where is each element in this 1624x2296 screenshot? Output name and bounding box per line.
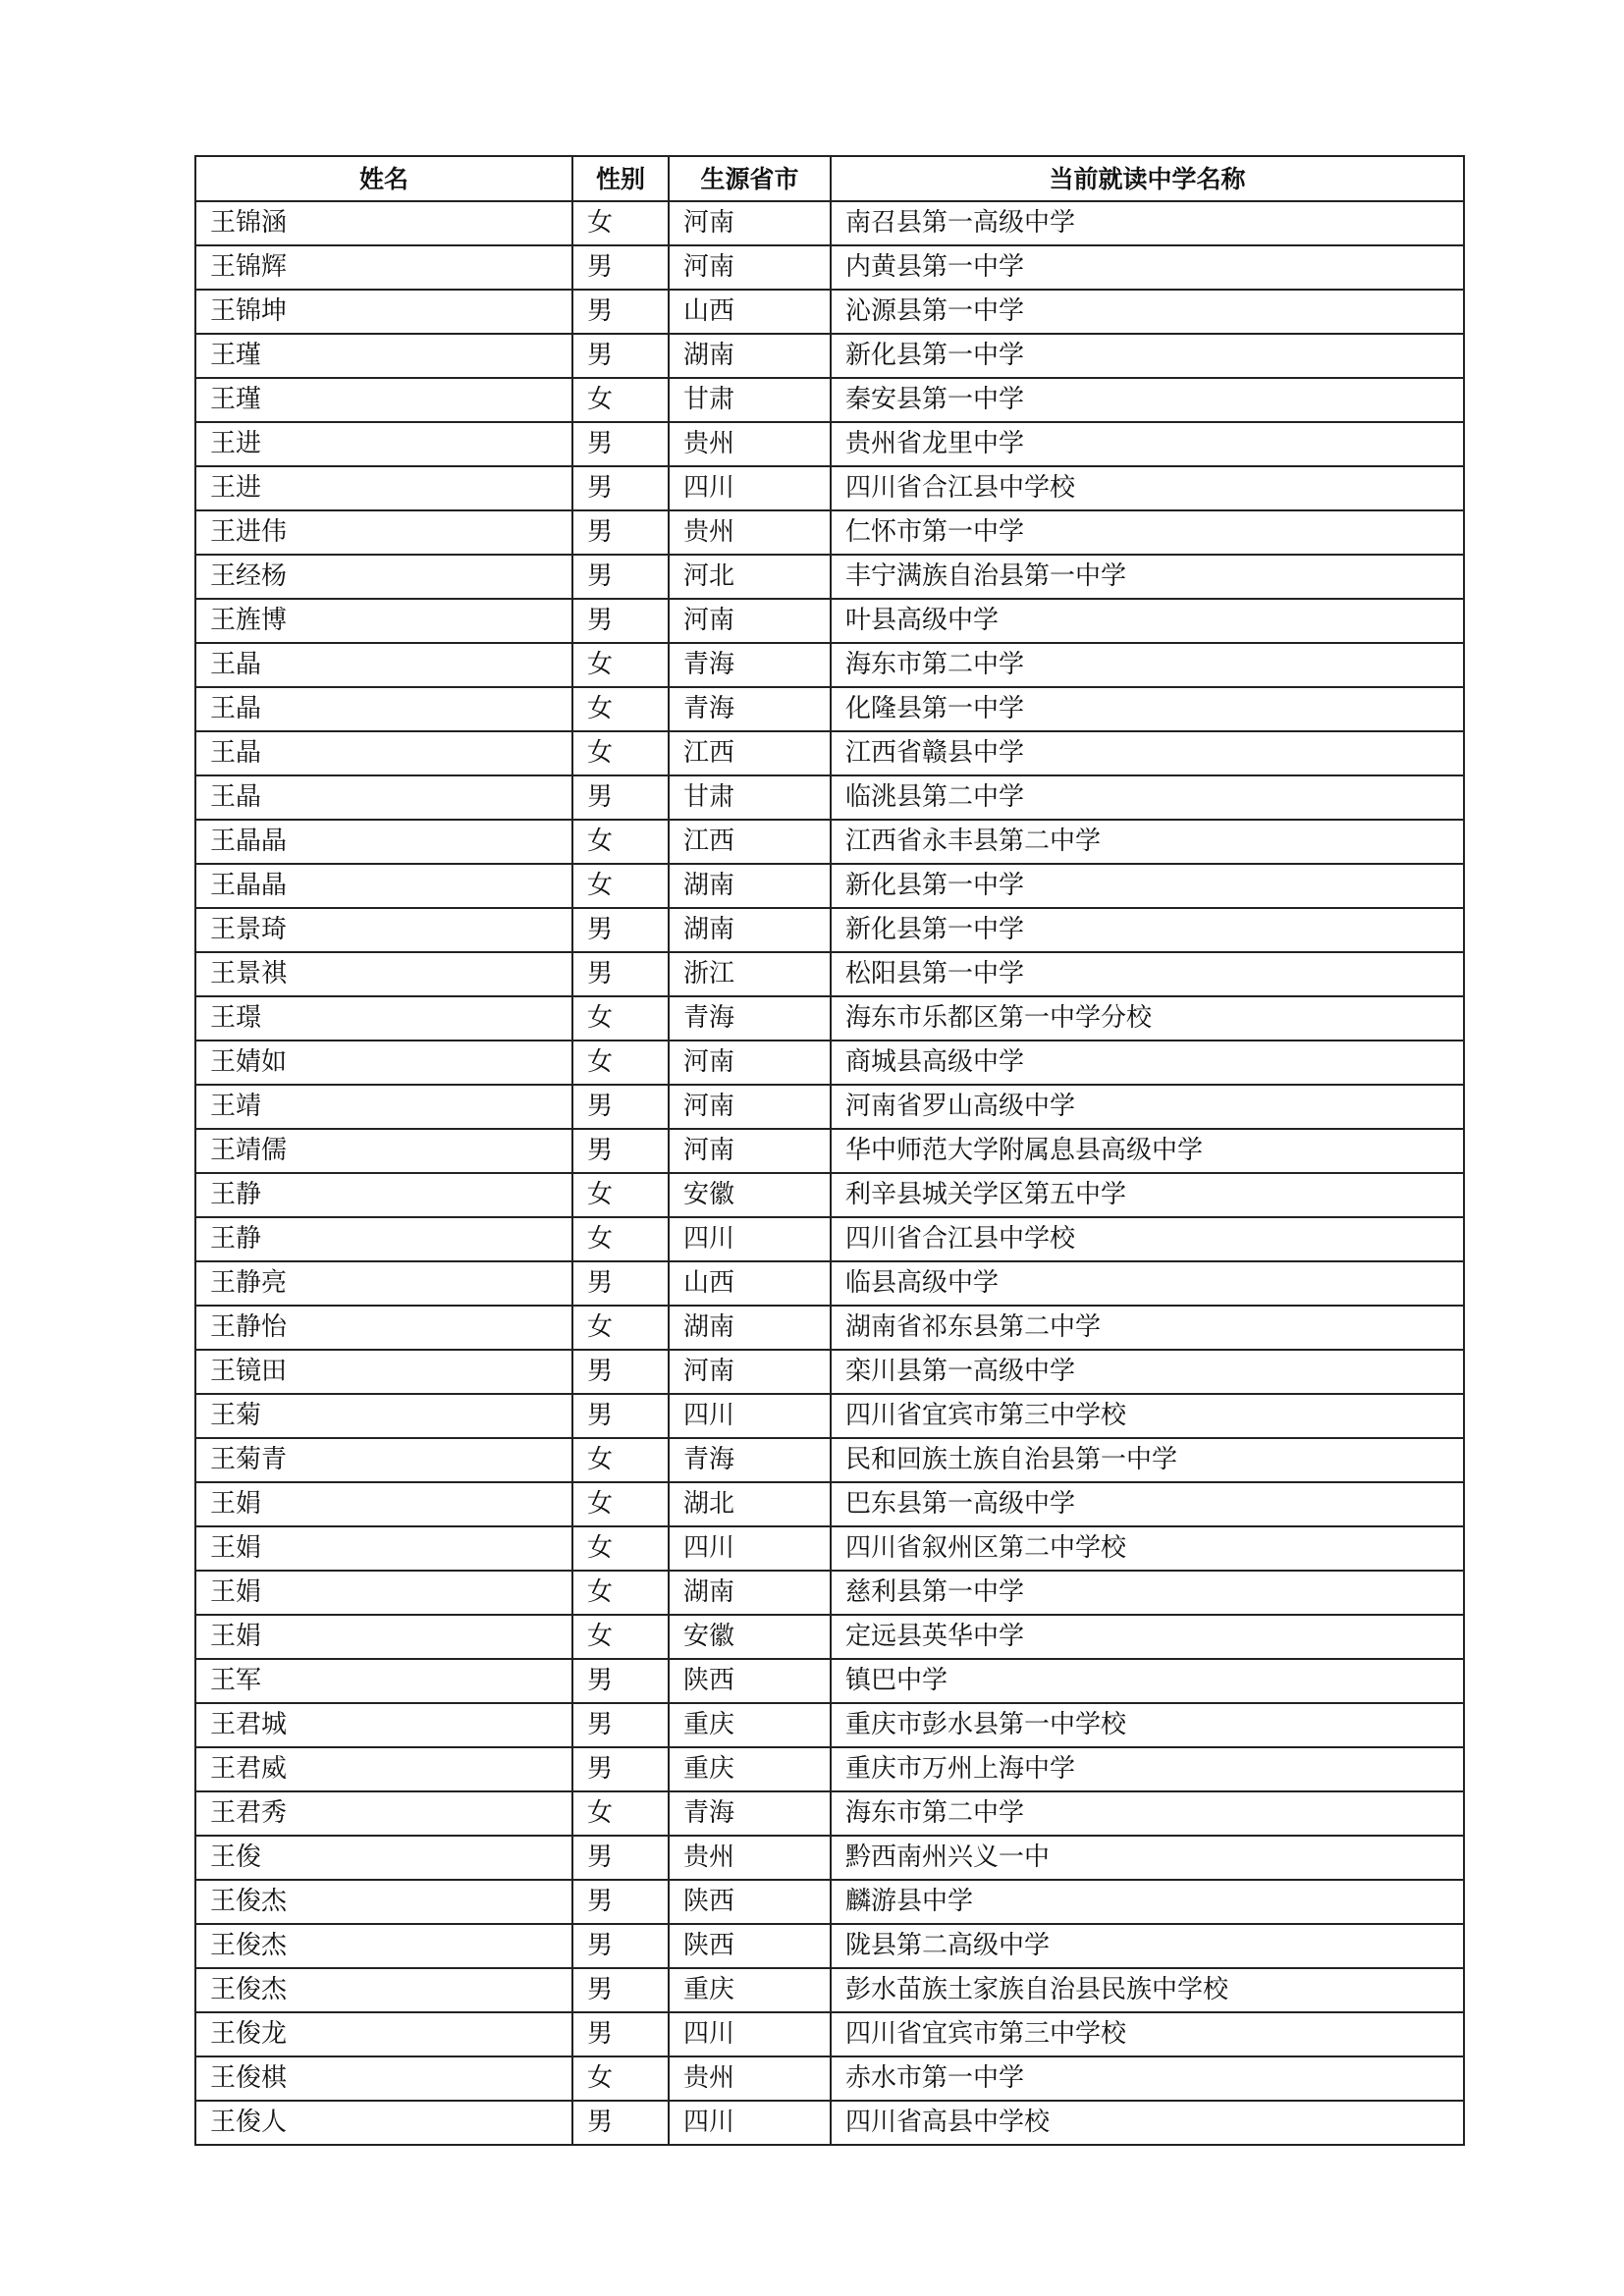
cell-school: 巴东县第一高级中学 [831, 1482, 1464, 1526]
table-row [195, 466, 1464, 510]
table-row [195, 290, 1464, 334]
cell-school: 四川省宜宾市第三中学校 [831, 1394, 1464, 1438]
table-row [195, 952, 1464, 996]
table-row [195, 1880, 1464, 1924]
table-row [195, 378, 1464, 422]
cell-name: 王晶 [195, 775, 572, 820]
cell-gender: 男 [572, 1394, 669, 1438]
table-row [195, 1217, 1464, 1261]
cell-gender: 男 [572, 555, 669, 599]
cell-school: 叶县高级中学 [831, 599, 1464, 643]
cell-province: 安徽 [669, 1615, 831, 1659]
cell-gender: 男 [572, 1924, 669, 1968]
header-gender: 性别 [572, 156, 669, 201]
cell-gender: 男 [572, 466, 669, 510]
cell-school: 新化县第一中学 [831, 334, 1464, 378]
cell-gender: 女 [572, 2056, 669, 2101]
cell-school: 仁怀市第一中学 [831, 510, 1464, 555]
cell-school: 临洮县第二中学 [831, 775, 1464, 820]
cell-province: 浙江 [669, 952, 831, 996]
cell-gender: 女 [572, 643, 669, 687]
table-row [195, 996, 1464, 1041]
table-row [195, 1615, 1464, 1659]
cell-name: 王靖儒 [195, 1129, 572, 1173]
table-row [195, 334, 1464, 378]
cell-gender: 女 [572, 687, 669, 731]
cell-school: 麟游县中学 [831, 1880, 1464, 1924]
cell-school: 贵州省龙里中学 [831, 422, 1464, 466]
cell-name: 王镜田 [195, 1350, 572, 1394]
cell-name: 王娟 [195, 1526, 572, 1571]
cell-gender: 男 [572, 245, 669, 290]
table-row [195, 775, 1464, 820]
table-row [195, 1041, 1464, 1085]
table-row [195, 864, 1464, 908]
cell-school: 栾川县第一高级中学 [831, 1350, 1464, 1394]
cell-school: 临县高级中学 [831, 1261, 1464, 1306]
table-row [195, 2012, 1464, 2056]
table-row [195, 1526, 1464, 1571]
cell-gender: 男 [572, 422, 669, 466]
cell-school: 海东市第二中学 [831, 1791, 1464, 1836]
cell-province: 湖南 [669, 908, 831, 952]
cell-name: 王旌博 [195, 599, 572, 643]
cell-name: 王晶晶 [195, 820, 572, 864]
cell-school: 镇巴中学 [831, 1659, 1464, 1703]
cell-province: 重庆 [669, 1747, 831, 1791]
table-row [195, 422, 1464, 466]
cell-gender: 男 [572, 510, 669, 555]
table-row [195, 1350, 1464, 1394]
table-row [195, 245, 1464, 290]
table-row [195, 1659, 1464, 1703]
cell-province: 河北 [669, 555, 831, 599]
cell-school: 四川省叙州区第二中学校 [831, 1526, 1464, 1571]
cell-province: 陕西 [669, 1659, 831, 1703]
cell-name: 王静 [195, 1217, 572, 1261]
table-row [195, 1085, 1464, 1129]
cell-name: 王娟 [195, 1571, 572, 1615]
table-row [195, 1791, 1464, 1836]
cell-school: 新化县第一中学 [831, 908, 1464, 952]
cell-province: 青海 [669, 1438, 831, 1482]
cell-name: 王锦辉 [195, 245, 572, 290]
table-row [195, 510, 1464, 555]
table-row [195, 820, 1464, 864]
cell-school: 彭水苗族土家族自治县民族中学校 [831, 1968, 1464, 2012]
table-row [195, 1394, 1464, 1438]
cell-school: 赤水市第一中学 [831, 2056, 1464, 2101]
cell-gender: 男 [572, 952, 669, 996]
cell-school: 四川省高县中学校 [831, 2101, 1464, 2145]
cell-name: 王景琦 [195, 908, 572, 952]
cell-name: 王瑾 [195, 378, 572, 422]
cell-name: 王静亮 [195, 1261, 572, 1306]
cell-gender: 女 [572, 1791, 669, 1836]
cell-school: 四川省合江县中学校 [831, 1217, 1464, 1261]
cell-name: 王进伟 [195, 510, 572, 555]
cell-gender: 男 [572, 1659, 669, 1703]
cell-name: 王菊青 [195, 1438, 572, 1482]
header-province: 生源省市 [669, 156, 831, 201]
cell-province: 湖北 [669, 1482, 831, 1526]
cell-name: 王君威 [195, 1747, 572, 1791]
cell-name: 王俊杰 [195, 1968, 572, 2012]
cell-school: 慈利县第一中学 [831, 1571, 1464, 1615]
student-table [194, 155, 1465, 2146]
header-school: 当前就读中学名称 [831, 156, 1464, 201]
cell-gender: 男 [572, 1129, 669, 1173]
cell-province: 安徽 [669, 1173, 831, 1217]
cell-gender: 男 [572, 1968, 669, 2012]
cell-gender: 男 [572, 1703, 669, 1747]
cell-name: 王晶晶 [195, 864, 572, 908]
cell-province: 陕西 [669, 1924, 831, 1968]
table-row [195, 1747, 1464, 1791]
cell-name: 王俊杰 [195, 1924, 572, 1968]
cell-gender: 女 [572, 1526, 669, 1571]
cell-name: 王俊人 [195, 2101, 572, 2145]
cell-school: 四川省合江县中学校 [831, 466, 1464, 510]
cell-name: 王晶 [195, 731, 572, 775]
table-row [195, 687, 1464, 731]
cell-name: 王婧如 [195, 1041, 572, 1085]
cell-province: 河南 [669, 599, 831, 643]
cell-province: 青海 [669, 643, 831, 687]
cell-name: 王进 [195, 466, 572, 510]
table-row [195, 1571, 1464, 1615]
cell-name: 王静怡 [195, 1306, 572, 1350]
cell-gender: 女 [572, 996, 669, 1041]
table-row [195, 1482, 1464, 1526]
cell-gender: 女 [572, 1571, 669, 1615]
cell-province: 贵州 [669, 1836, 831, 1880]
cell-province: 河南 [669, 1041, 831, 1085]
cell-gender: 男 [572, 1085, 669, 1129]
cell-province: 河南 [669, 245, 831, 290]
cell-gender: 女 [572, 378, 669, 422]
cell-name: 王瑾 [195, 334, 572, 378]
cell-name: 王靖 [195, 1085, 572, 1129]
cell-province: 四川 [669, 466, 831, 510]
cell-school: 新化县第一中学 [831, 864, 1464, 908]
cell-province: 河南 [669, 1350, 831, 1394]
cell-gender: 男 [572, 290, 669, 334]
cell-province: 河南 [669, 1129, 831, 1173]
table-row [195, 1968, 1464, 2012]
cell-province: 重庆 [669, 1968, 831, 2012]
table-row [195, 643, 1464, 687]
table-row [195, 1129, 1464, 1173]
cell-province: 四川 [669, 1394, 831, 1438]
cell-name: 王俊棋 [195, 2056, 572, 2101]
cell-gender: 男 [572, 2012, 669, 2056]
cell-province: 四川 [669, 2012, 831, 2056]
table-row [195, 1836, 1464, 1880]
cell-school: 化隆县第一中学 [831, 687, 1464, 731]
cell-school: 江西省赣县中学 [831, 731, 1464, 775]
cell-school: 四川省宜宾市第三中学校 [831, 2012, 1464, 2056]
cell-school: 秦安县第一中学 [831, 378, 1464, 422]
cell-school: 民和回族土族自治县第一中学 [831, 1438, 1464, 1482]
cell-name: 王经杨 [195, 555, 572, 599]
cell-province: 青海 [669, 1791, 831, 1836]
table-row [195, 1924, 1464, 1968]
cell-province: 四川 [669, 2101, 831, 2145]
cell-gender: 男 [572, 1880, 669, 1924]
cell-school: 内黄县第一中学 [831, 245, 1464, 290]
table-row [195, 908, 1464, 952]
cell-name: 王娟 [195, 1615, 572, 1659]
cell-name: 王晶 [195, 687, 572, 731]
cell-gender: 男 [572, 599, 669, 643]
cell-name: 王君城 [195, 1703, 572, 1747]
cell-province: 山西 [669, 290, 831, 334]
cell-name: 王军 [195, 1659, 572, 1703]
cell-name: 王君秀 [195, 1791, 572, 1836]
table-row [195, 555, 1464, 599]
cell-name: 王锦坤 [195, 290, 572, 334]
cell-school: 重庆市彭水县第一中学校 [831, 1703, 1464, 1747]
cell-name: 王璟 [195, 996, 572, 1041]
cell-name: 王俊龙 [195, 2012, 572, 2056]
cell-province: 江西 [669, 820, 831, 864]
cell-province: 甘肃 [669, 775, 831, 820]
cell-gender: 男 [572, 1350, 669, 1394]
cell-province: 湖南 [669, 864, 831, 908]
cell-province: 湖南 [669, 1571, 831, 1615]
cell-province: 河南 [669, 1085, 831, 1129]
table-row [195, 731, 1464, 775]
cell-gender: 女 [572, 864, 669, 908]
cell-province: 江西 [669, 731, 831, 775]
cell-school: 商城县高级中学 [831, 1041, 1464, 1085]
cell-province: 山西 [669, 1261, 831, 1306]
cell-gender: 男 [572, 775, 669, 820]
cell-province: 贵州 [669, 510, 831, 555]
cell-name: 王景祺 [195, 952, 572, 996]
cell-gender: 男 [572, 2101, 669, 2145]
cell-province: 四川 [669, 1526, 831, 1571]
cell-school: 重庆市万州上海中学 [831, 1747, 1464, 1791]
cell-gender: 女 [572, 731, 669, 775]
cell-gender: 女 [572, 1306, 669, 1350]
cell-province: 青海 [669, 687, 831, 731]
cell-gender: 男 [572, 1261, 669, 1306]
table-row [195, 2056, 1464, 2101]
cell-gender: 女 [572, 1482, 669, 1526]
cell-gender: 男 [572, 334, 669, 378]
table-row [195, 1438, 1464, 1482]
table-header-row [195, 156, 1464, 201]
table-row [195, 2101, 1464, 2145]
cell-gender: 男 [572, 1836, 669, 1880]
table-row [195, 1306, 1464, 1350]
cell-gender: 女 [572, 201, 669, 245]
table-row [195, 1703, 1464, 1747]
cell-name: 王进 [195, 422, 572, 466]
cell-name: 王晶 [195, 643, 572, 687]
cell-gender: 男 [572, 908, 669, 952]
cell-school: 南召县第一高级中学 [831, 201, 1464, 245]
cell-name: 王俊杰 [195, 1880, 572, 1924]
table-row [195, 1261, 1464, 1306]
cell-school: 湖南省祁东县第二中学 [831, 1306, 1464, 1350]
cell-school: 利辛县城关学区第五中学 [831, 1173, 1464, 1217]
cell-name: 王静 [195, 1173, 572, 1217]
cell-gender: 女 [572, 1438, 669, 1482]
cell-school: 海东市第二中学 [831, 643, 1464, 687]
cell-gender: 女 [572, 1217, 669, 1261]
cell-school: 黔西南州兴义一中 [831, 1836, 1464, 1880]
cell-province: 贵州 [669, 2056, 831, 2101]
cell-school: 丰宁满族自治县第一中学 [831, 555, 1464, 599]
cell-province: 青海 [669, 996, 831, 1041]
cell-school: 沁源县第一中学 [831, 290, 1464, 334]
cell-name: 王菊 [195, 1394, 572, 1438]
cell-gender: 女 [572, 1173, 669, 1217]
cell-gender: 男 [572, 1747, 669, 1791]
cell-name: 王锦涵 [195, 201, 572, 245]
cell-province: 湖南 [669, 334, 831, 378]
cell-province: 河南 [669, 201, 831, 245]
cell-province: 四川 [669, 1217, 831, 1261]
cell-gender: 女 [572, 1041, 669, 1085]
cell-school: 华中师范大学附属息县高级中学 [831, 1129, 1464, 1173]
cell-gender: 女 [572, 1615, 669, 1659]
table-row [195, 201, 1464, 245]
cell-province: 陕西 [669, 1880, 831, 1924]
cell-gender: 女 [572, 820, 669, 864]
cell-school: 定远县英华中学 [831, 1615, 1464, 1659]
cell-school: 海东市乐都区第一中学分校 [831, 996, 1464, 1041]
cell-province: 重庆 [669, 1703, 831, 1747]
cell-name: 王俊 [195, 1836, 572, 1880]
table-row [195, 599, 1464, 643]
cell-school: 河南省罗山高级中学 [831, 1085, 1464, 1129]
cell-school: 陇县第二高级中学 [831, 1924, 1464, 1968]
cell-province: 甘肃 [669, 378, 831, 422]
table-body [195, 201, 1464, 2145]
cell-school: 松阳县第一中学 [831, 952, 1464, 996]
table-row [195, 1173, 1464, 1217]
cell-name: 王娟 [195, 1482, 572, 1526]
cell-province: 湖南 [669, 1306, 831, 1350]
cell-school: 江西省永丰县第二中学 [831, 820, 1464, 864]
cell-province: 贵州 [669, 422, 831, 466]
header-name: 姓名 [195, 156, 572, 201]
